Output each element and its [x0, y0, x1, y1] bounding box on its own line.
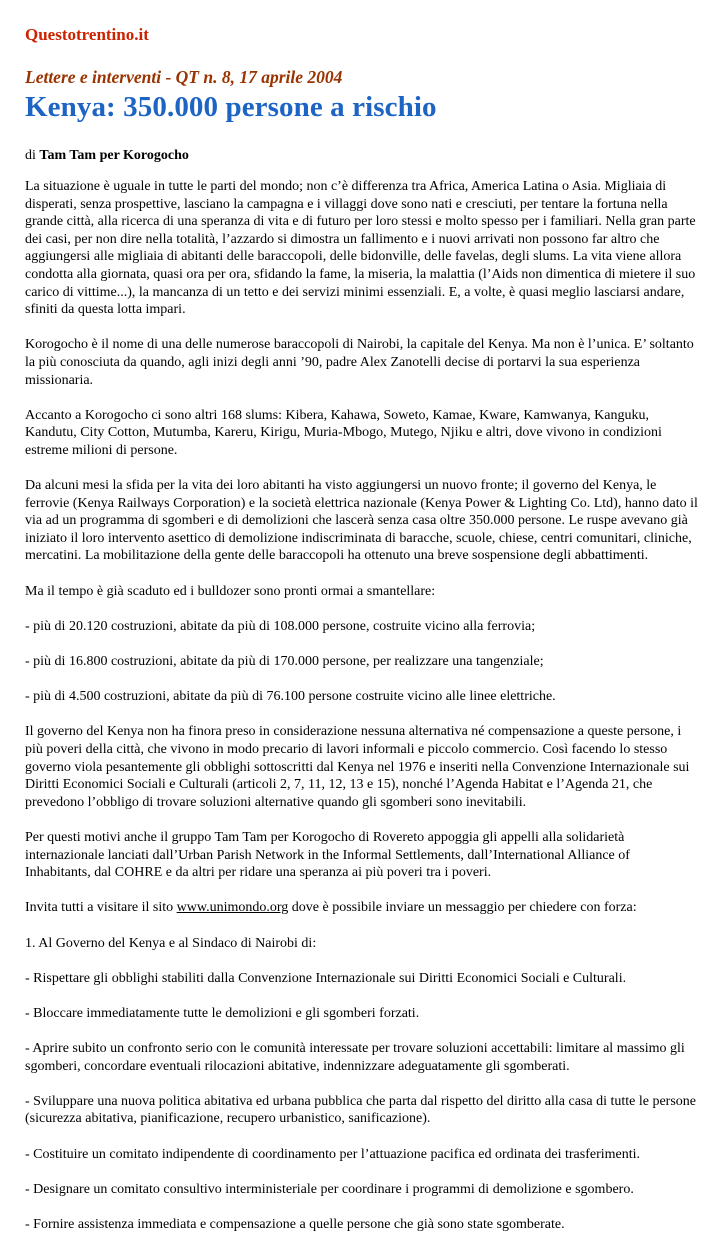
request-item-dialogue: - Aprire subito un confronto serio con le comunità interessate per trovare soluzioni accettabili: limitare al massimo gli sgomberi, concordare eventuali rilocazioni abitative, indennizzare adeguatamente gli sgomberati.: [25, 1041, 685, 1074]
request-item-consultative-committee: - Designare un comitato consultivo interministeriale per coordinare i programmi di demolizione e sgombero.: [25, 1181, 634, 1197]
byline-prefix: di: [25, 148, 36, 163]
paragraph-5: Ma il tempo è già scaduto ed i bulldozer sono pronti ormai a smantellare:: [25, 583, 436, 599]
article-title: Kenya: 350.000 persone a rischio: [25, 91, 437, 123]
paragraph-11: [25, 899, 699, 917]
issue-line: Lettere e interventi - QT n. 8, 17 aprile 2004: [25, 67, 343, 87]
paragraph-10: Per questi motivi anche il gruppo Tam Tam per Korogocho di Rovereto appoggia gli appelli alla solidarietà internazionale lanciati dall’Urban Parish Network in the Informal Settlements, dall’International Alliance of Inhabitants, dal COHRE e da altri per ridare una speranza ai più poveri tra i poveri.: [25, 829, 630, 881]
request-item-block-demolitions: - Bloccare immediatamente tutte le demolizioni e gli sgomberi forzati.: [25, 1005, 420, 1021]
article-body: [25, 178, 699, 1234]
paragraph-3: Accanto a Korogocho ci sono altri 168 slums: Kibera, Kahawa, Soweto, Kamae, Kware, Kamwanya, Kanguku, Kandutu, City Cotton, Mutumba, Kareru, Kirigu, Muria-Mbogo, Mutego, Njiku e altri, dove vivono in condizioni estreme milioni di persone.: [25, 407, 662, 458]
byline-author: Tam Tam per Korogocho: [39, 148, 189, 163]
paragraph-11-after: dove è possibile inviare un messaggio per chiedere con forza:: [291, 900, 637, 916]
request-item-obligations: - Rispettare gli obblighi stabiliti dalla Convenzione Internazionale sui Diritti Economici Sociali e Culturali.: [25, 970, 627, 986]
paragraph-1: La situazione è uguale in tutte le parti del mondo; non c’è differenza tra Africa, America Latina o Asia. Migliaia di disperati, senza prospettive, lasciano la campagna e i villaggi dove sono nati e cresciuti, per tentare la fortuna nella grande città, alla ricerca di una speranza di vita e di futuro per loro stessi e molto spesso per i familiari. Nella gran parte dei casi, per non dire nella totalità, l’azzardo si dimostra un fallimento e i nuovi arrivati non possono far altro che aggiungersi alle migliaia di abitanti delle baraccopoli, delle bidonville, delle favelas, degli slums. La vita viene allora condotta alla giornata, quasi ora per ora, sfidando la fame, la miseria, la malattia (l’Aids non dimentica di mietere il suo carico di vittime...), la mancanza di un tetto e dei servizi minimi essenziali. E, a volte, è quasi meglio lasciarsi andare, sfiniti da questa lotta impari.: [25, 179, 696, 318]
request-item-housing-policy: - Sviluppare una nuova politica abitativa ed urbana pubblica che parta dal rispetto del diritto alla casa di tutte le persone (sicurezza abitativa, pianificazione, recupero urbanistico, sanificazione).: [25, 1093, 696, 1127]
list-item-bypass: - più di 16.800 costruzioni, abitate da più di 170.000 persone, per realizzare una tangenziale;: [25, 654, 544, 670]
site-name[interactable]: Questotrentino.it: [25, 25, 149, 44]
paragraph-4: Da alcuni mesi la sfida per la vita dei loro abitanti ha visto aggiungersi un nuovo fronte; il governo del Kenya, le ferrovie (Kenya Railways Corporation) e la società elettrica nazionale (Kenya Power & Lighting Co. Ltd), hanno dato il via ad un programma di sgomberi e di demolizioni che lascerà senza casa oltre 350.000 persone. Le ruspe avevano già iniziato il loro intervento asettico di demolizione indiscriminata di baracche, scuole, chiese, centri comunitari, cliniche, mercatini. La mobilitazione della gente delle baraccopoli ha ottenuto una breve sospensione degli abbattimenti.: [25, 478, 698, 564]
list-item-railway: - più di 20.120 costruzioni, abitate da più di 108.000 persone, costruite vicino alla ferrovia;: [25, 618, 536, 634]
list-item-powerlines: - più di 4.500 costruzioni, abitate da più di 76.100 persone costruite vicino alle linee elettriche.: [25, 689, 556, 705]
unimondo-link[interactable]: www.unimondo.org: [176, 900, 289, 916]
request-item-assistance: - Fornire assistenza immediata e compensazione a quelle persone che già sono state sgomberate.: [25, 1217, 565, 1233]
paragraph-12: 1. Al Governo del Kenya e al Sindaco di Nairobi di:: [25, 935, 317, 951]
byline: [25, 147, 699, 165]
paragraph-2: Korogocho è il nome di una delle numerose baraccopoli di Nairobi, la capitale del Kenya. Ma non è l’unica. E’ soltanto la più conosciuta da quando, agli inizi degli anni ’90, padre Alex Zanotelli decise di portarvi la sua esperienza missionaria.: [25, 337, 694, 388]
paragraph-9: Il governo del Kenya non ha finora preso in considerazione nessuna alternativa né compensazione a queste persone, i più poveri della città, che vivono in modo precario di lavori informali e piccolo commercio. Così facendo lo stesso governo viola pesantemente gli obblighi sottoscritti dal Kenya nel 1976 e inseriti nella Convenzione Internazionale sui Diritti Economici Sociali e Culturali (articoli 2, 7, 11, 12, 13 e 15), nonché l’Agenda Habitat e l’Agenda 21, che prevedono l’obbligo di trovare soluzioni alternative quando gli sgomberi sono inevitabili.: [25, 724, 690, 810]
request-item-committee: - Costituire un comitato indipendente di coordinamento per l’attuazione pacifica ed ordinata dei trasferimenti.: [25, 1146, 641, 1162]
paragraph-11-before: Invita tutti a visitare il sito: [25, 900, 174, 916]
